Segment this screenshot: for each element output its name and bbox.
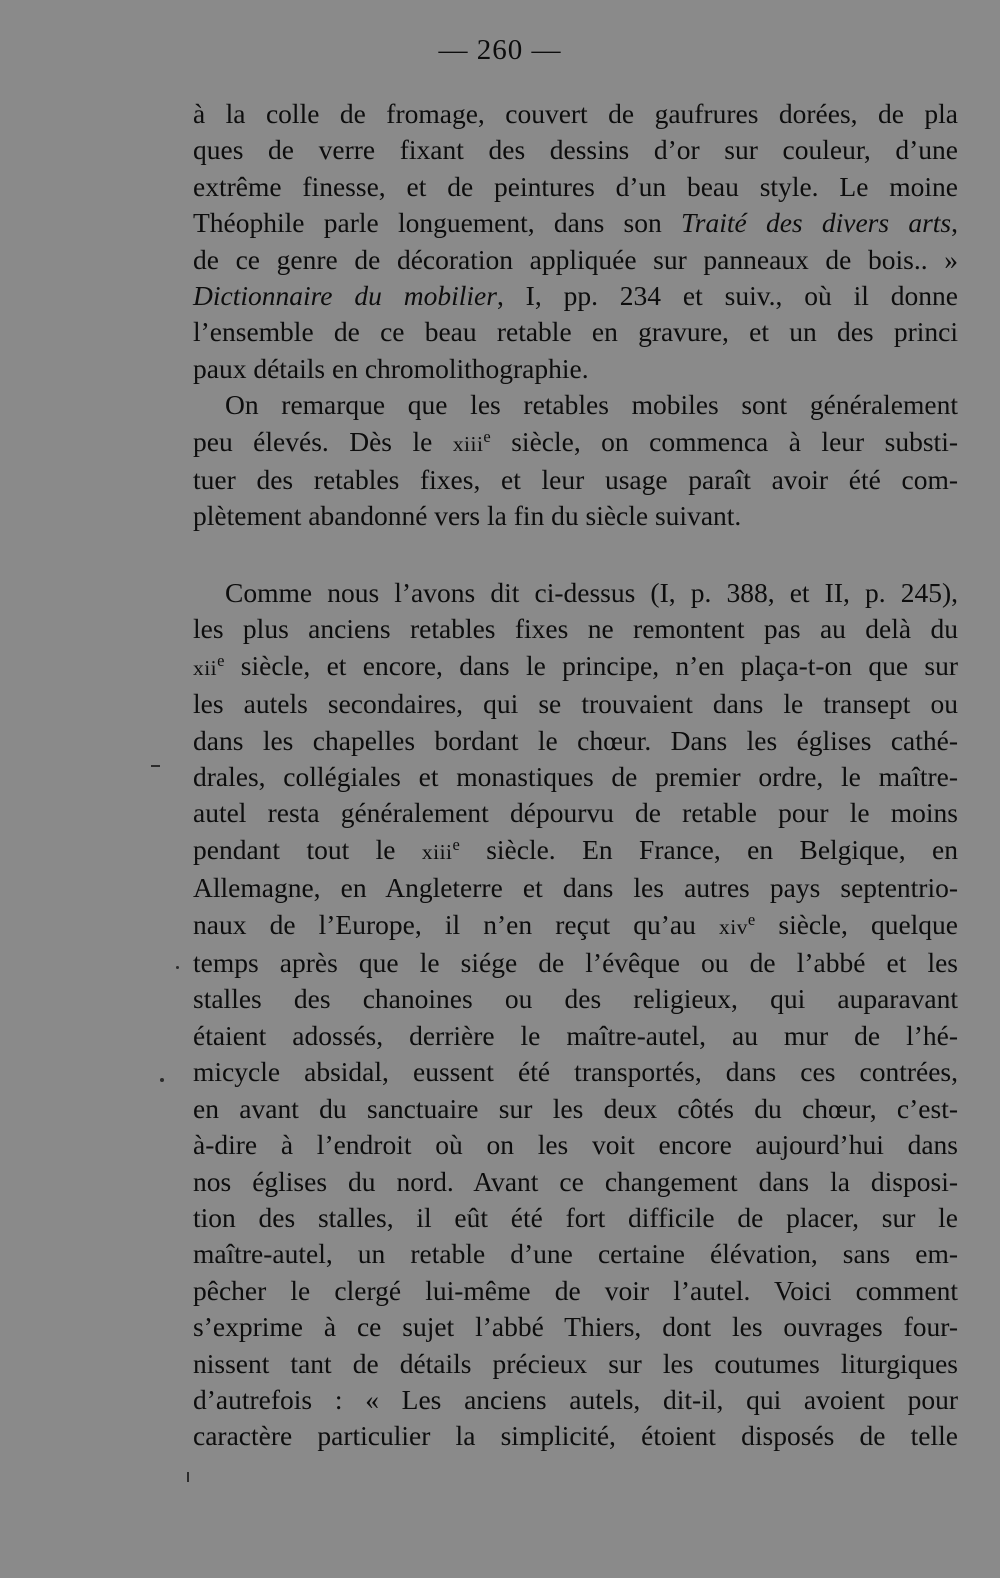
margin-mark bbox=[151, 765, 160, 767]
margin-mark bbox=[160, 1078, 164, 1082]
text-line: temps après que le siége de l’évêque ou de l’abbé et les bbox=[193, 947, 958, 979]
text-segment: Théophile parle longuement, dans son bbox=[193, 207, 681, 239]
text-segment: siècle, et encore, dans le principe, n’en plaça-t-on que sur bbox=[224, 649, 958, 681]
margin-mark bbox=[187, 1472, 189, 1482]
superscript: e bbox=[747, 909, 756, 929]
text-line: plètement abandonné vers la fin du siècle suivant. bbox=[193, 500, 742, 532]
text-line: d’autrefois : « Les anciens autels, dit-il, qui avoient pour bbox=[193, 1383, 958, 1415]
text-line: nos églises du nord. Avant ce changement dans la disposi- bbox=[193, 1165, 958, 1197]
text-segment: siècle. En France, en Belgique, en bbox=[459, 833, 958, 865]
text-segment: peu élevés. Dès le bbox=[193, 425, 453, 457]
century-numeral: xiii bbox=[452, 431, 484, 456]
text-line: paux détails en chromolithographie. bbox=[193, 352, 589, 384]
text-line: à la colle de fromage, couvert de gaufrures dorées, de pla bbox=[193, 98, 958, 129]
text-line bbox=[193, 424, 958, 462]
text-line: autel resta généralement dépourvu de retable pour le moins bbox=[193, 797, 958, 829]
text-segment: , I, pp. 234 et suiv., où il donne bbox=[496, 280, 959, 312]
text-line bbox=[193, 648, 958, 686]
text-line: pêcher le clergé lui-même de voir l’autel. Voici comment bbox=[193, 1274, 958, 1306]
text-line: tuer des retables fixes, et leur usage paraît avoir été com- bbox=[193, 464, 958, 496]
text-line: Allemagne, en Angleterre et dans les autres pays septentrio- bbox=[193, 872, 958, 904]
text-line: tion des stalles, il eût été fort difficile de placer, sur le bbox=[193, 1201, 958, 1233]
page-number: — 260 — bbox=[438, 34, 562, 66]
superscript: e bbox=[452, 834, 460, 854]
text-line: micycle absidal, eussent été transportés, dans ces contrées, bbox=[193, 1056, 958, 1088]
text-line: Comme nous l’avons dit ci-dessus (I, p. 388, et II, p. 245), bbox=[225, 577, 958, 608]
superscript: e bbox=[483, 426, 491, 446]
text-line: On remarque que les retables mobiles sont généralement bbox=[225, 389, 958, 421]
text-line: drales, collégiales et monastiques de premier ordre, le maître- bbox=[193, 761, 958, 793]
text-line: les autels secondaires, qui se trouvaient dans le transept ou bbox=[193, 688, 958, 720]
text-segment: siècle, on commenca à leur substi- bbox=[490, 425, 958, 457]
text-line: s’exprime à ce sujet l’abbé Thiers, dont les ouvrages four- bbox=[193, 1311, 958, 1343]
text-segment: , bbox=[951, 207, 958, 239]
text-line: extrême finesse, et de peintures d’un beau style. Le moine bbox=[193, 170, 958, 202]
text-line: nissent tant de détails précieux sur les coutumes liturgiques bbox=[193, 1347, 958, 1379]
text-line: à-dire à l’endroit où on les voit encore aujourd’hui dans bbox=[193, 1129, 958, 1161]
text-segment: siècle, quelque bbox=[755, 908, 959, 940]
text-segment: naux de l’Europe, il n’en reçut qu’au bbox=[193, 908, 720, 940]
book-title-traite: Traité des divers arts bbox=[681, 207, 952, 239]
text-segment: pendant tout le bbox=[193, 833, 422, 865]
paragraph-fixed-retables bbox=[193, 575, 958, 1455]
text-line bbox=[193, 907, 958, 945]
text-line bbox=[193, 278, 958, 314]
text-line: dans les chapelles bordant le chœur. Dans les églises cathé- bbox=[193, 724, 958, 756]
text-line: en avant du sanctuaire sur les deux côtés du chœur, c’est- bbox=[193, 1092, 958, 1124]
text-line: ques de verre fixant des dessins d’or sur couleur, d’une bbox=[193, 134, 958, 166]
text-line bbox=[193, 832, 958, 870]
text-line: les plus anciens retables fixes ne remontent pas au delà du bbox=[193, 613, 958, 645]
paragraph-retable-description bbox=[193, 96, 958, 535]
margin-mark bbox=[176, 966, 179, 969]
text-line: stalles des chanoines ou des religieux, qui auparavant bbox=[193, 983, 958, 1015]
text-line: l’ensemble de ce beau retable en gravure, et un des princi bbox=[193, 316, 958, 348]
text-line: caractère particulier la simplicité, étoient disposés de telle bbox=[193, 1420, 958, 1452]
text-line bbox=[193, 205, 958, 241]
text-line: étaient adossés, derrière le maître-autel, au mur de l’hé- bbox=[193, 1019, 958, 1051]
century-numeral: xii bbox=[193, 655, 218, 680]
superscript: e bbox=[217, 650, 225, 670]
century-numeral: xiii bbox=[421, 839, 453, 864]
book-title-dictionnaire: Dictionnaire du mobilier bbox=[193, 280, 497, 312]
century-numeral: xiv bbox=[719, 914, 748, 939]
text-line: maître-autel, un retable d’une certaine élévation, sans em- bbox=[193, 1238, 958, 1270]
text-line: de ce genre de décoration appliquée sur panneaux de bois.. » bbox=[193, 243, 958, 275]
